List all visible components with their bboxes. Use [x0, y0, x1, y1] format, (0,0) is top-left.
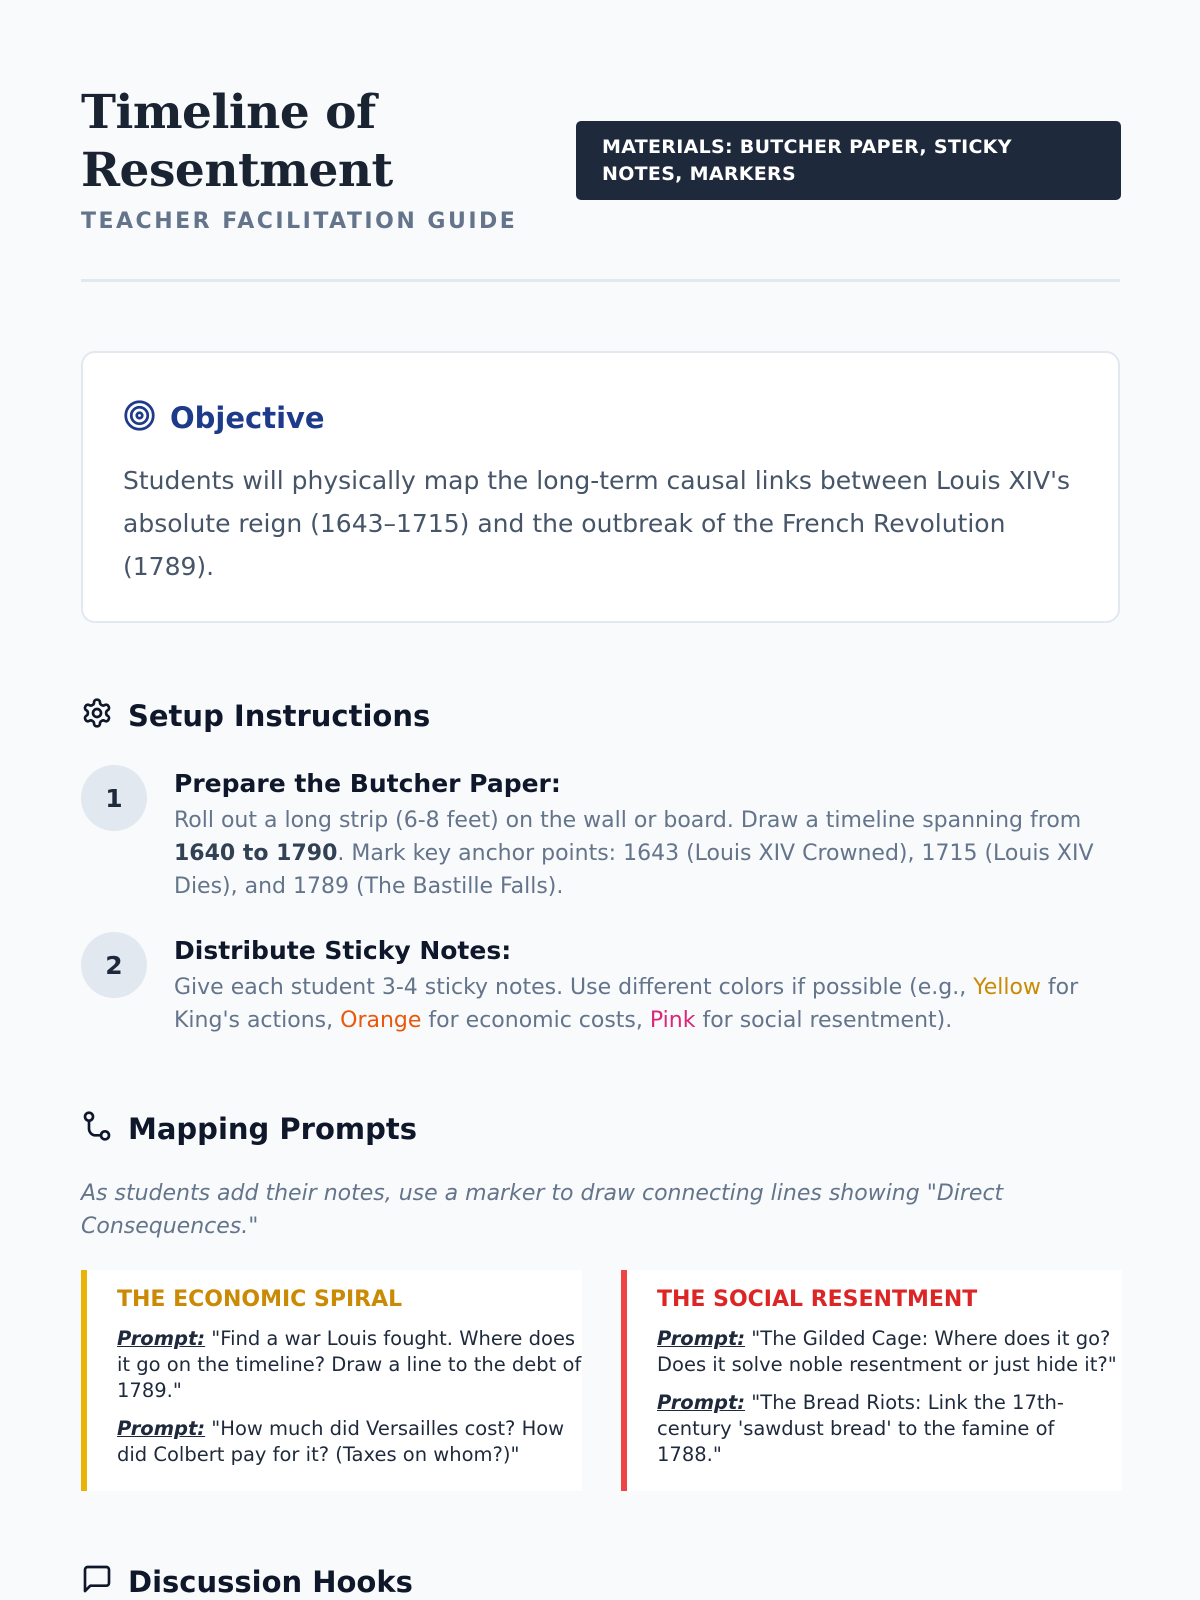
prompt-text: Prompt: "The Bread Riots: Link the 17th-century 'sawdust bread' to the famine of 1788."	[657, 1391, 1064, 1466]
step-number: 2	[81, 932, 147, 998]
mapping-heading	[81, 1110, 417, 1147]
step-number: 1	[81, 765, 147, 831]
step-title: Prepare the Butcher Paper:	[174, 769, 561, 798]
social-resentment-card	[621, 1270, 1122, 1491]
card-title: THE SOCIAL RESENTMENT	[657, 1287, 978, 1312]
discussion-title: Discussion Hooks	[128, 1564, 413, 1599]
page-subtitle: TEACHER FACILITATION GUIDE	[81, 209, 518, 234]
timeline-range: 1640 to 1790	[174, 841, 338, 866]
gear-icon	[81, 697, 113, 734]
step-text: Roll out a long strip (6-8 feet) on the wall or board. Draw a timeline spanning from 1640 to 1790. Mark key anchor points: 1643 (Louis XIV Crowned), 1715 (Louis XIV Dies), and 1789 (The Bastille Falls).	[174, 808, 1094, 899]
objective-heading	[123, 399, 325, 437]
step-body	[174, 934, 1124, 1037]
target-icon	[123, 399, 156, 437]
objective-title: Objective	[170, 401, 325, 435]
step-title: Distribute Sticky Notes:	[174, 936, 512, 965]
prompt-text: Prompt: "The Gilded Cage: Where does it go? Does it solve noble resentment or just hide it?"	[657, 1327, 1117, 1376]
objective-text: Students will physically map the long-term causal links between Louis XIV's absolute reign (1643–1715) and the outbreak of the French Revolution (1789).	[123, 466, 1070, 581]
step-text: Give each student 3-4 sticky notes. Use different colors if possible (e.g., Yellow for King's actions, Orange for economic costs, Pink for social resentment).	[174, 975, 1079, 1033]
mapping-intro: As students add their notes, use a marker to draw connecting lines showing "Direct Consequences."	[81, 1181, 1004, 1239]
materials-badge: MATERIALS: BUTCHER PAPER, STICKY NOTES, MARKERS	[576, 121, 1121, 200]
discussion-heading	[81, 1563, 413, 1600]
color-yellow: Yellow	[973, 975, 1041, 1000]
facilitation-guide	[81, 0, 1120, 1599]
objective-card	[81, 351, 1120, 623]
card-title: THE ECONOMIC SPIRAL	[117, 1287, 403, 1312]
page-title: Timeline of Resentment	[81, 85, 393, 198]
guide-header	[81, 0, 1120, 282]
setup-heading	[81, 697, 430, 734]
step-body	[174, 767, 1124, 903]
setup-title: Setup Instructions	[128, 698, 431, 733]
chat-bubble-icon	[81, 1563, 113, 1600]
color-pink: Pink	[649, 1008, 696, 1033]
prompt-text: Prompt: "How much did Versailles cost? How did Colbert pay for it? (Taxes on whom?)"	[117, 1417, 565, 1466]
economic-spiral-card	[81, 1270, 582, 1491]
color-orange: Orange	[340, 1008, 422, 1033]
prompt-text: Prompt: "Find a war Louis fought. Where does it go on the timeline? Draw a line to the debt of 1789."	[117, 1327, 582, 1402]
mapping-title: Mapping Prompts	[128, 1111, 417, 1146]
route-icon	[81, 1110, 113, 1147]
